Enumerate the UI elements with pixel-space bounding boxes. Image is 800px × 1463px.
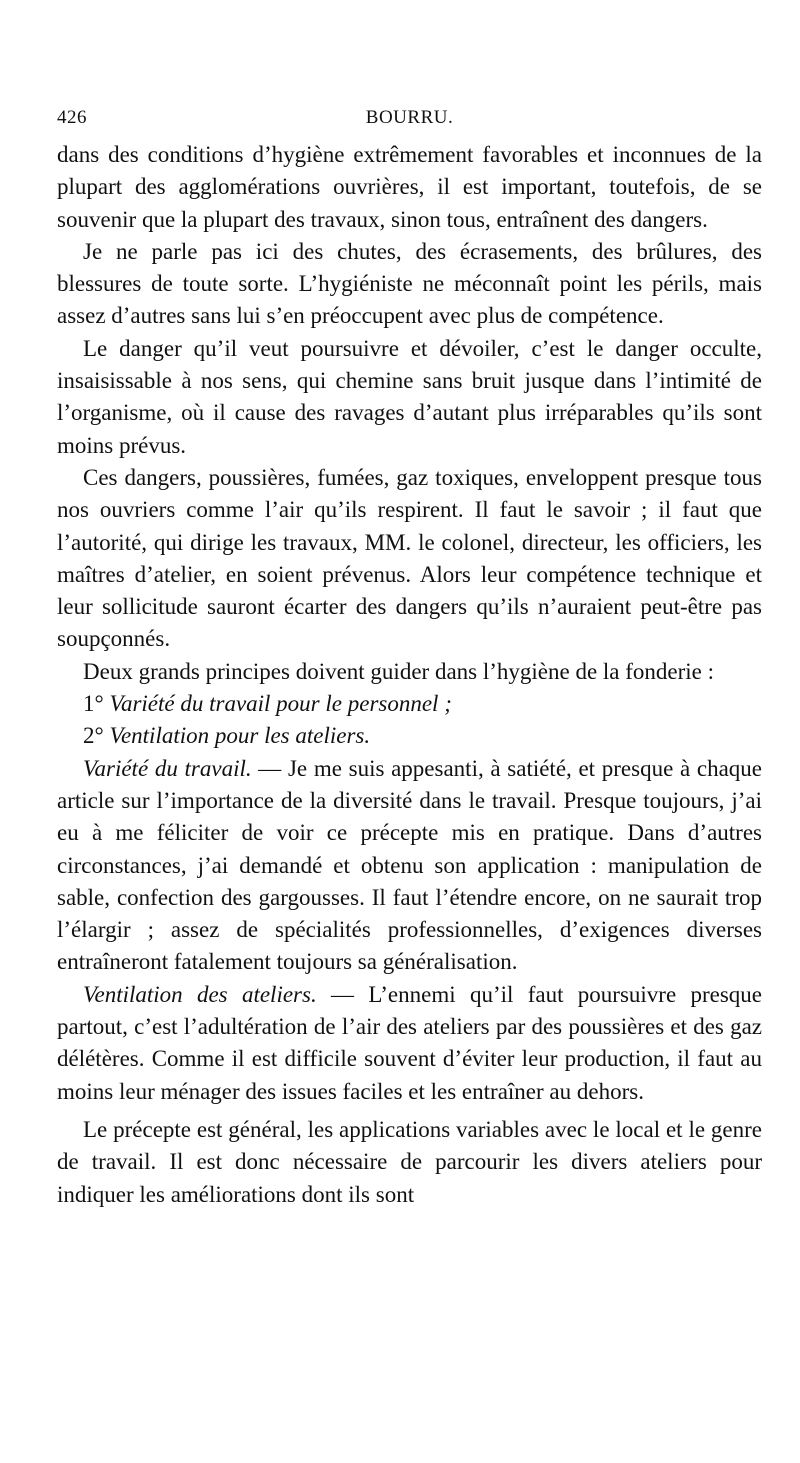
section-heading-ventilation: Ventilation des ateliers. [83,981,317,1007]
paragraph-3: Le danger qu’il veut poursuivre et dévoiler, c’est le danger occulte, insaisissable à nos sens, qui chemine sans bruit jusque dans l’intimité de l’organisme, où il cause des ravages d’autant plus irréparables qu’ils sont moins prévus. [57,335,762,458]
section-heading-variete: Variété du travail. [83,755,252,781]
paragraph-1: dans des conditions d’hygiène extrêmement favorables et inconnues de la plupart des agglomérations ouvrières, il est important, toutefois, de se souvenir que la plupart des travaux, sinon tous, entraînent des dangers. [57,142,762,232]
document-page [57,103,762,1211]
list-item-2 [57,720,762,752]
list-number-1: 1° [83,691,104,717]
paragraph-8: Le précepte est général, les applications variables avec le local et le genre de travail. Il est donc nécessaire de parcourir les divers ateliers pour indiquer les améliorations dont ils sont [57,1116,762,1207]
paragraph-4: Ces dangers, poussières, fumées, gaz toxiques, enveloppent presque tous nos ouvriers comme l’air qu’ils respirent. Il faut le savoir ; il faut que l’autorité, qui dirige les travaux, MM. le colonel, directeur, les officiers, les maîtres d’atelier, en soient prévenus. Alors leur compétence technique et leur sollicitude sauront écarter des dangers qu’ils n’auraient peut-être pas soupçonnés. [57,464,762,652]
list-text-1: Variété du travail pour le personnel ; [109,691,452,717]
paragraph-7 [57,979,762,1108]
list-number-2: 2° [83,723,104,749]
page-number: 426 [57,107,87,128]
paragraph-6-text: — Je me suis appesanti, à satiété, et presque à chaque article sur l’importance de la diversité dans le travail. Presque toujours, j’ai eu à me féliciter de voir ce précepte mis en pratique. Dans d’autres circonstances, j’ai demandé et obtenu son application : manipulation de sable, confection des gargousses. Il faut l’étendre encore, on ne saurait trop l’élargir ; assez de spécialités professionnelles, d’exigences diverses entraîneront fatalement toujours sa généralisation. [57,755,762,975]
paragraph-6 [57,753,762,979]
paragraph-2: Je ne parle pas ici des chutes, des écrasements, des brûlures, des blessures de toute sorte. L’hygiéniste ne méconnaît point les périls, mais assez d’autres sans lui s’en préoccupent avec plus de compétence. [57,238,762,329]
paragraph-7-text: — L’ennemi qu’il faut poursuivre presque partout, c’est l’adultération de l’air des ateliers par des poussières et des gaz délétères. Comme il est difficile souvent d’éviter leur production, il faut au moins leur ménager des issues faciles et les entraîner au dehors. [57,981,762,1104]
body-text [57,139,762,1211]
page-header [57,103,762,139]
running-head: BOURRU. [365,107,454,128]
paragraph-5: Deux grands principes doivent guider dans l’hygiène de la fonderie : [83,658,715,684]
list-item-1 [57,688,762,720]
list-text-2: Ventilation pour les ateliers. [109,723,371,749]
